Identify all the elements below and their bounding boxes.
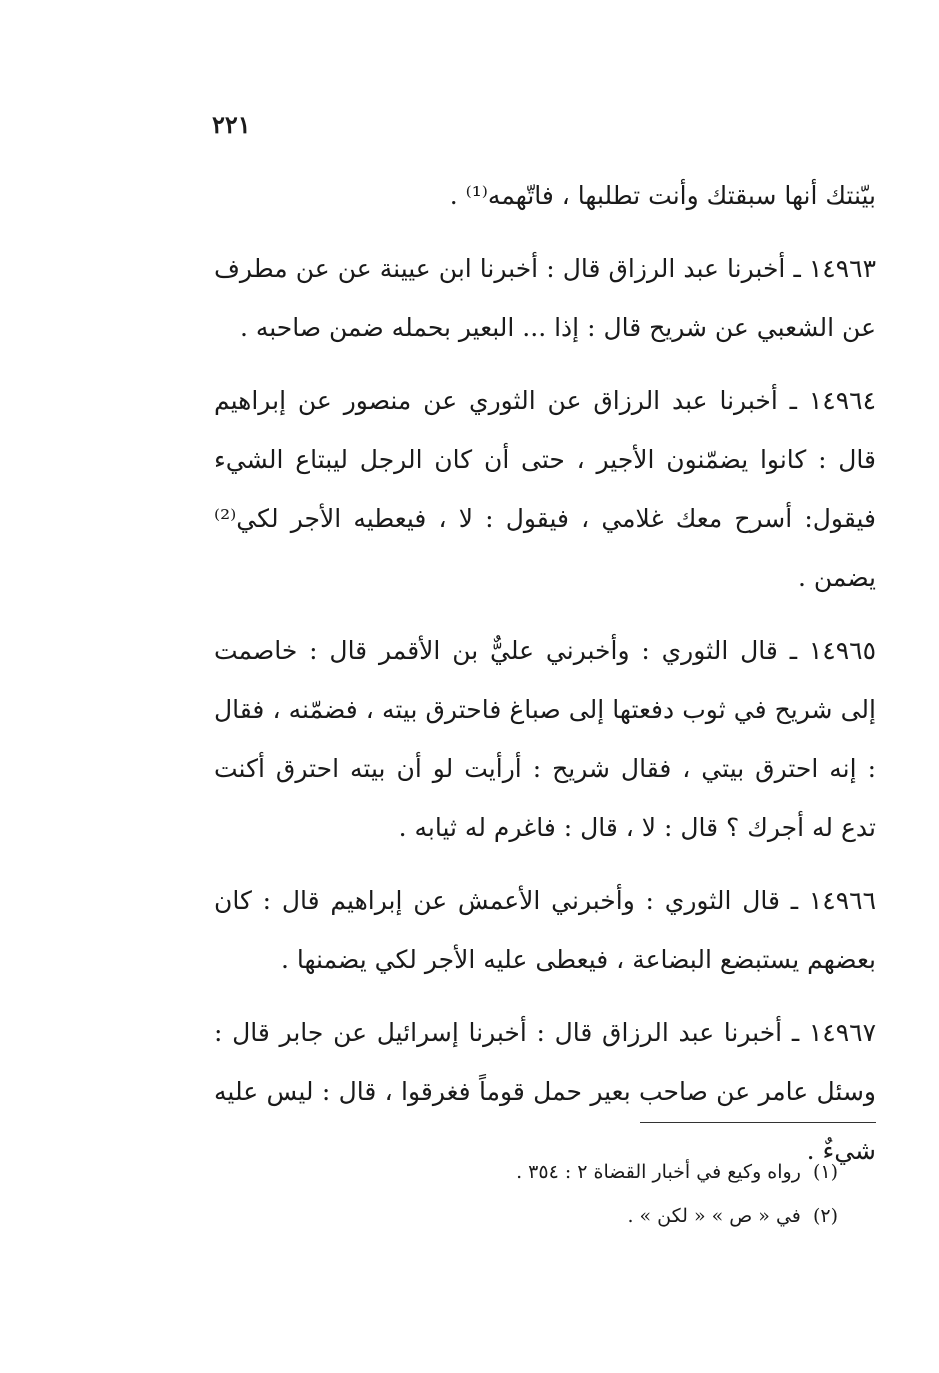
footnote-text: في « ص » « لكن » . — [627, 1205, 801, 1227]
hadith-14967: ١٤٩٦٧ ـ أخبرنا عبد الرزاق قال : أخبرنا إسرائيل عن جابر قال : وسئل عامر عن صاحب بعير حمل قوماً فغرقوا ، قال : ليس عليه شيءٌ . — [214, 1018, 876, 1165]
footnote-separator — [640, 1122, 876, 1123]
footnote-text: رواه وكيع في أخبار القضاة ٢ : ٣٥٤ . — [516, 1161, 801, 1183]
paragraph-continuation: بيّنتك أنها سبقتك وأنت تطلبها ، فاتّهمه⁽¹⁾ . — [449, 181, 876, 210]
body-text — [214, 166, 876, 1194]
footnotes — [300, 1150, 838, 1238]
footnote-ref: (١) — [812, 1161, 838, 1183]
hadith-14963: ١٤٩٦٣ ـ أخبرنا عبد الرزاق قال : أخبرنا ابن عيينة عن عن مطرف عن الشعبي عن شريح قال : إذا ... البعير بحمله ضمن صاحبه . — [214, 254, 876, 342]
hadith-14965: ١٤٩٦٥ ـ قال الثوري : وأخبرني عليٌّ بن الأقمر قال : خاصمت إلى شريح في ثوب دفعتها إلى صباغ فاحترق بيته ، فضمّنه ، فقال : إنه احترق بيتي ، فقال شريح : أرأيت لو أن بيته احترق أكنت تدع له أجرك ؟ قال : لا ، قال : فاغرم له ثيابه . — [214, 636, 876, 842]
footnote-2 — [300, 1194, 838, 1238]
hadith-14966: ١٤٩٦٦ ـ قال الثوري : وأخبرني الأعمش عن إبراهيم قال : كان بعضهم يستبضع البضاعة ، فيعطى عليه الأجر لكي يضمنها . — [214, 886, 876, 974]
footnote-1 — [300, 1150, 838, 1194]
footnote-ref: (٢) — [812, 1205, 838, 1227]
hadith-14964: ١٤٩٦٤ ـ أخبرنا عبد الرزاق عن الثوري عن منصور عن إبراهيم قال : كانوا يضمّنون الأجير ، حتى أن كان الرجل ليبتاع الشيء فيقول: أسرح معك غلامي ، فيقول : لا ، فيعطيه الأجر لكي⁽²⁾ يضمن . — [214, 386, 876, 592]
page-number: ٢٢١ — [212, 110, 251, 139]
